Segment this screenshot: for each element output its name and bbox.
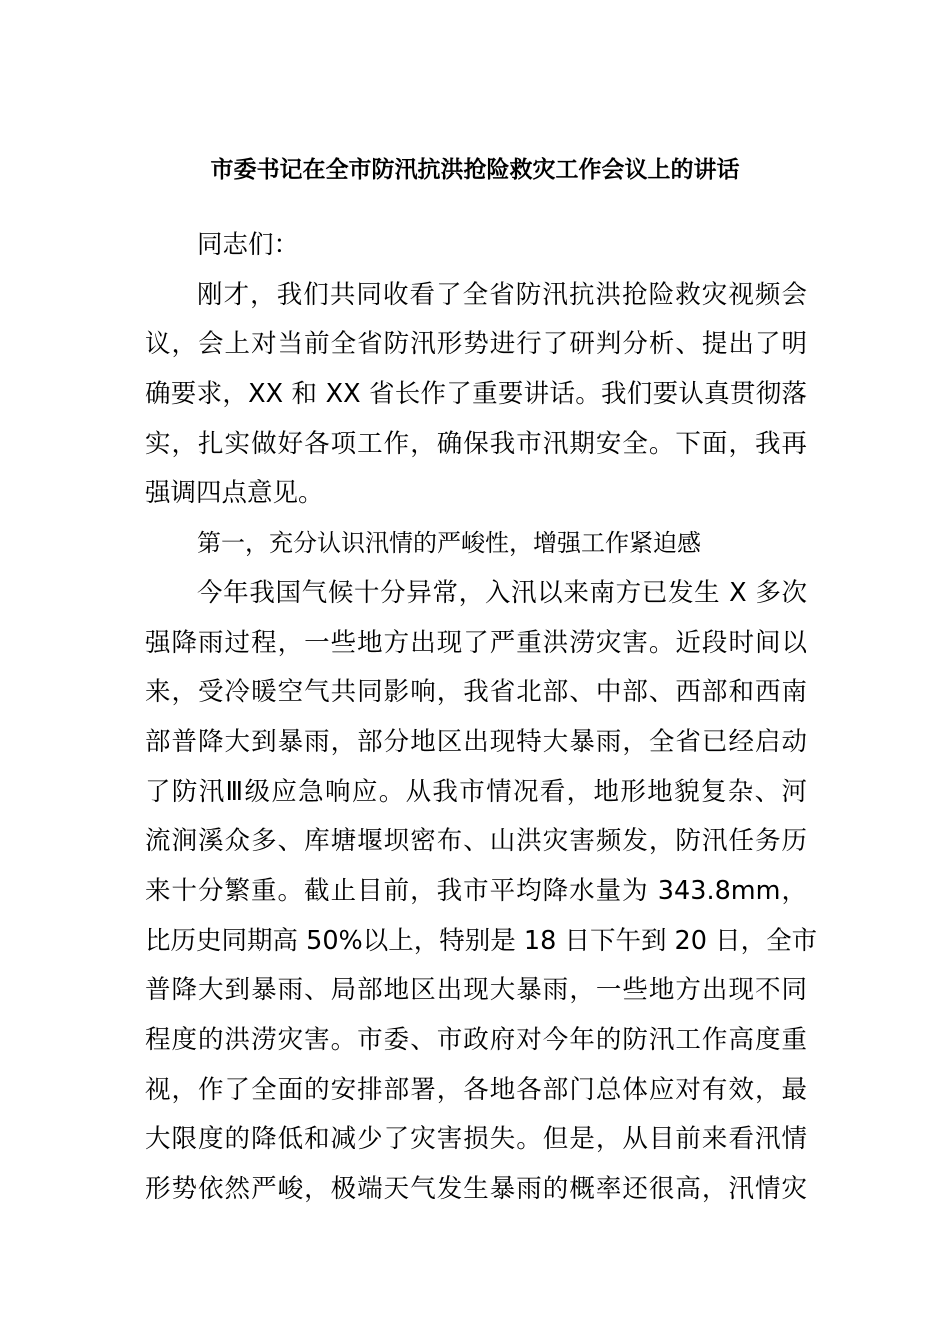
paragraph-line: 今年我国气候十分异常，入汛以来南方已发生 X 多次	[197, 577, 807, 608]
paragraph-line: 普降大到暴雨、局部地区出现大暴雨，一些地方出现不同	[145, 975, 807, 1006]
paragraph-line: 来十分繁重。截止目前，我市平均降水量为 343.8mm，	[145, 875, 807, 906]
paragraph-line: 比历史同期高 50%以上，特别是 18 日下午到 20 日，全市	[145, 925, 818, 956]
paragraph-line: 了防汛Ⅲ级应急响应。从我市情况看，地形地貌复杂、河	[145, 776, 807, 807]
paragraph-line: 强调四点意见。	[145, 478, 324, 509]
paragraph-line: 流涧溪众多、库塘堰坝密布、山洪灾害频发，防汛任务历	[145, 826, 807, 857]
document-body	[145, 221, 818, 1215]
document-title: 市委书记在全市防汛抗洪抢险救灾工作会议上的讲话	[210, 157, 740, 183]
paragraph-line: 大限度的降低和减少了灾害损失。但是，从目前来看汛情	[145, 1124, 807, 1155]
salutation: 同志们：	[197, 230, 300, 260]
paragraph-line: 程度的洪涝灾害。市委、市政府对今年的防汛工作高度重	[145, 1025, 807, 1055]
paragraph-line: 刚才，我们共同收看了全省防汛抗洪抢险救灾视频会	[197, 279, 807, 310]
paragraph-line: 实，扎实做好各项工作，确保我市汛期安全。下面，我再	[145, 428, 807, 459]
paragraph-line: 部普降大到暴雨，部分地区出现特大暴雨，全省已经启动	[145, 726, 807, 757]
section-heading: 第一，充分认识汛情的严峻性，增强工作紧迫感	[197, 529, 701, 558]
paragraph-line: 确要求，XX 和 XX 省长作了重要讲话。我们要认真贯彻落	[145, 379, 807, 410]
paragraph-line: 议，会上对当前全省防汛形势进行了研判分析、提出了明	[145, 329, 807, 360]
paragraph-line: 视，作了全面的安排部署，各地各部门总体应对有效，最	[145, 1074, 807, 1105]
paragraph-line: 强降雨过程，一些地方出现了严重洪涝灾害。近段时间以	[145, 627, 807, 658]
paragraph-line: 形势依然严峻，极端天气发生暴雨的概率还很高，汛情灾	[145, 1174, 807, 1205]
paragraph-line: 来，受冷暖空气共同影响，我省北部、中部、西部和西南	[145, 677, 807, 708]
